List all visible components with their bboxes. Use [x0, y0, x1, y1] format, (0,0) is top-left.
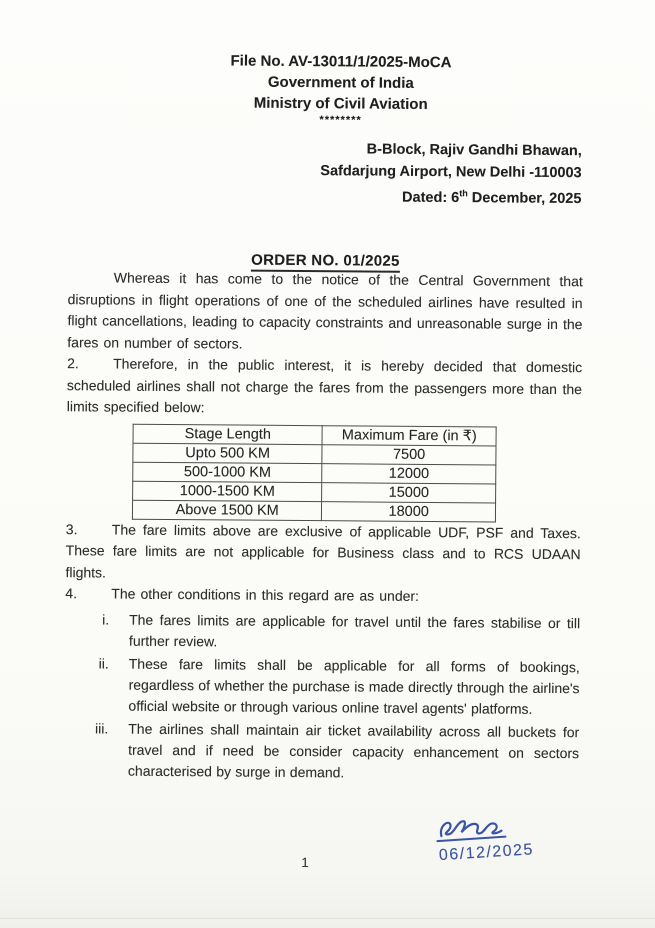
- list-item-numeral: iii.: [94, 720, 109, 737]
- fare-cell: 12000: [322, 464, 496, 484]
- table-row: [133, 443, 496, 465]
- list-item-text: These fare limits shall be applicable for all forms of bookings, regardless of whether the purchase is made directly through the airline's official website or through various online travel agents' platforms.: [128, 655, 580, 717]
- date-line: [68, 180, 581, 210]
- date-rest: December, 2025: [467, 190, 582, 208]
- para-3: [65, 519, 580, 588]
- date-prefix: Dated: 6: [402, 189, 460, 207]
- para-3-text: The fare limits above are exclusive of applicable UDF, PSF and Taxes. These fare limits are not applicable for Business class and to RCS UDAAN flights.: [65, 521, 581, 581]
- letterhead: [83, 49, 599, 129]
- fare-cell: 15000: [322, 483, 496, 503]
- separator-stars: ********: [319, 114, 362, 127]
- table-row: [133, 481, 496, 503]
- stage-length-cell: Above 1500 KM: [132, 500, 322, 520]
- para-2-number: 2.: [67, 355, 79, 372]
- para-4-text: The other conditions in this regard are as under:: [111, 585, 420, 605]
- address-line-1: B-Block, Rajiv Gandhi Bhawan,: [366, 141, 582, 160]
- table-row: [132, 500, 495, 522]
- para-2: [67, 354, 582, 423]
- list-item: [84, 653, 579, 720]
- signature-date: 06/12/2025: [438, 841, 535, 865]
- para-4-number: 4.: [65, 585, 78, 602]
- order-title: ORDER NO. 01/2025: [68, 251, 583, 272]
- list-item-numeral: ii.: [98, 655, 109, 672]
- address-block: [68, 137, 584, 210]
- ministry-line: Ministry of Civil Aviation: [253, 94, 428, 114]
- stage-length-cell: Upto 500 KM: [133, 443, 323, 463]
- conditions-list: [64, 609, 580, 785]
- list-item-text: The fares limits are applicable for travel until the fares stabilise or till further review.: [128, 611, 581, 650]
- government-line: Government of India: [267, 73, 414, 92]
- table-header-row: [133, 424, 496, 446]
- para-3-number: 3.: [65, 521, 78, 538]
- document-content: [64, 0, 585, 871]
- fare-limits-table: [132, 424, 497, 523]
- table-row: [133, 462, 496, 484]
- file-number: File No. AV-13011/1/2025-MoCA: [230, 52, 452, 72]
- list-item-text: The airlines shall maintain air ticket availability across all buckets for travel and if need be consider capacity enhancement on sectors characterised by surge in demand.: [127, 720, 580, 781]
- fare-cell: 7500: [322, 445, 496, 465]
- list-item-numeral: i.: [102, 611, 110, 628]
- para-whereas: Whereas it has come to the notice of the Central Government that disruptions in flight operations of one of the scheduled airlines have resulted in flight cancellations, leading to capacity constraints and unreasonable surge in the fares on number of sectors.: [67, 269, 583, 352]
- list-item: [85, 609, 580, 655]
- page-number: 1: [301, 855, 309, 871]
- date-superscript: th: [459, 188, 468, 199]
- para-2-text: Therefore, in the public interest, it is hereby decided that domestic scheduled airlines shall not charge the fares from the passengers more than the limits specified below:: [66, 355, 583, 416]
- fare-cell: 18000: [322, 502, 496, 522]
- signature-scribble-icon: [437, 821, 505, 842]
- signature: [431, 816, 592, 883]
- stage-length-cell: 500-1000 KM: [133, 462, 323, 482]
- scan-edge-line: [0, 918, 655, 919]
- header-stage-length: Stage Length: [133, 424, 323, 444]
- stage-length-cell: 1000-1500 KM: [133, 481, 323, 501]
- header-max-fare: Maximum Fare (in ₹): [322, 426, 496, 446]
- address-line-2: Safdarjung Airport, New Delhi -110003: [320, 162, 582, 181]
- para-4: [65, 584, 580, 610]
- list-item: [84, 718, 579, 785]
